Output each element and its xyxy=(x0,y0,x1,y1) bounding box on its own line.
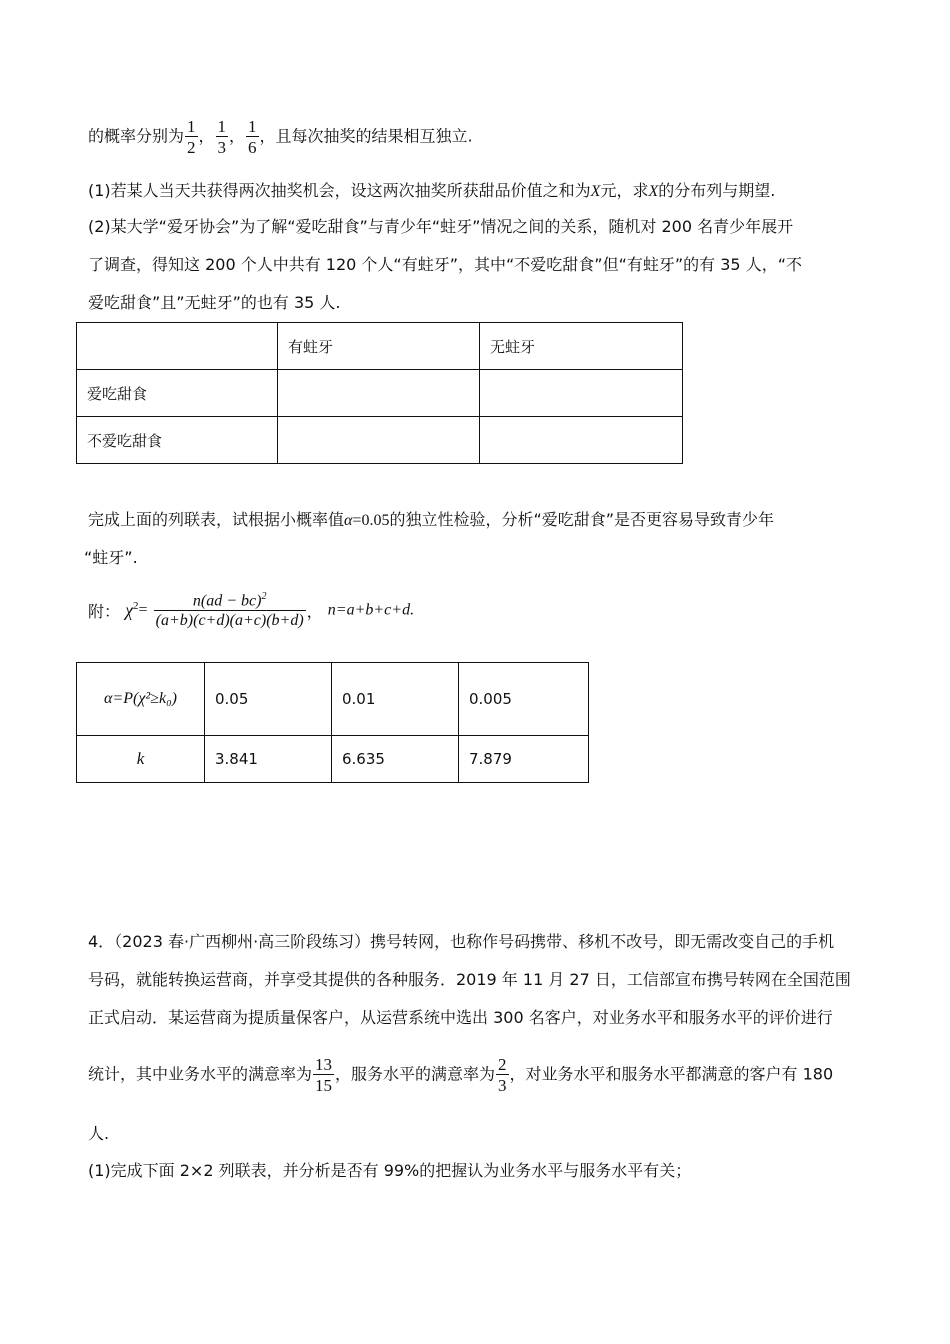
chi-square-fraction: $\frac{n(ad - bc)^2}{(a+b)(c+d)(a+c)(b+d)}$ xyxy=(155,591,304,630)
fraction-third: $\frac{1}{3}$ xyxy=(217,117,227,157)
problem-4-line-2: 号码，就能转换运营商，并享受其提供的各种服务．2019 年 11 月 27 日，工信部宣布携号转网在全国范围 xyxy=(88,970,851,989)
question-4-1: (1)完成下面 2×2 列联表，并分析是否有 99%的把握认为业务水平与服务水平有关； xyxy=(88,1161,692,1180)
prob-prefix: 的概率分别为 xyxy=(88,126,185,146)
table-row: 有蛀牙 无蛀牙 xyxy=(77,323,683,370)
question-2-line-3: 爱吃甜食”且”无蛀牙”的也有 35 人. xyxy=(88,293,341,312)
probability-line: 的概率分别为 $\frac{1}{2}$ ， $\frac{1}{3}$ ， $\frac{1}{6}$ ，且每次抽奖的结果相互独立. xyxy=(88,117,473,157)
table-row: k 3.841 6.635 7.879 xyxy=(77,736,589,783)
contingency-table-1 xyxy=(76,322,683,464)
problem-4-line-1: 4．（2023 春·广西柳州·高三阶段练习）携号转网，也称作号码携带、移机不改号，即无需改变自己的手机 xyxy=(88,932,835,951)
prob-suffix: ，且每次抽奖的结果相互独立. xyxy=(259,126,473,146)
critical-value-table xyxy=(76,662,589,783)
table-row: 爱吃甜食 xyxy=(77,370,683,417)
question-2b-line-1: 完成上面的列联表，试根据小概率值α=0.05的独立性检验，分析“爱吃甜食”是否更容易导致青少年 xyxy=(88,510,775,529)
fraction-2-3: $\frac{2}{3}$ xyxy=(498,1055,507,1095)
question-1: (1)若某人当天共获得两次抽奖机会，设这两次抽奖所获甜品价值之和为X元，求X的分布列与期望. xyxy=(88,181,776,200)
fraction-sixth: $\frac{1}{6}$ xyxy=(248,117,257,157)
question-2-line-2: 了调查，得知这 200 个人中共有 120 个人“有蛀牙”，其中“不爱吃甜食”但“有蛀牙”的有 35 人，“不 xyxy=(88,255,802,274)
fraction-half: $\frac{1}{2}$ xyxy=(187,117,196,157)
table-row: 不爱吃甜食 xyxy=(77,417,683,464)
chi-square-formula: 附： $\chi^2=$ $\frac{n(ad - bc)^2}{(a+b)(c+d)(a+c)(b+d)}$ ， n=a+b+c+d. xyxy=(88,591,415,630)
question-2-line-1: (2)某大学“爱牙协会”为了解“爱吃甜食”与青少年“蛀牙”情况之间的关系，随机对 200 名青少年展开 xyxy=(88,217,794,236)
question-2b-line-2: “蛀牙”. xyxy=(84,548,138,567)
table-row: α=P(χ²≥k₀) 0.05 0.01 0.005 xyxy=(77,663,589,736)
problem-4-line-5: 人. xyxy=(88,1124,110,1143)
problem-4-line-4: 统计，其中业务水平的满意率为 $\frac{13}{15}$ ，服务水平的满意率为 $\frac{2}{3}$ ，对业务水平和服务水平都满意的客户有 180 xyxy=(88,1055,834,1095)
problem-4-line-3: 正式启动．某运营商为提质量保客户，从运营系统中选出 300 名客户，对业务水平和服务水平的评价进行 xyxy=(88,1008,833,1027)
fraction-13-15: $\frac{13}{15}$ xyxy=(315,1055,333,1095)
